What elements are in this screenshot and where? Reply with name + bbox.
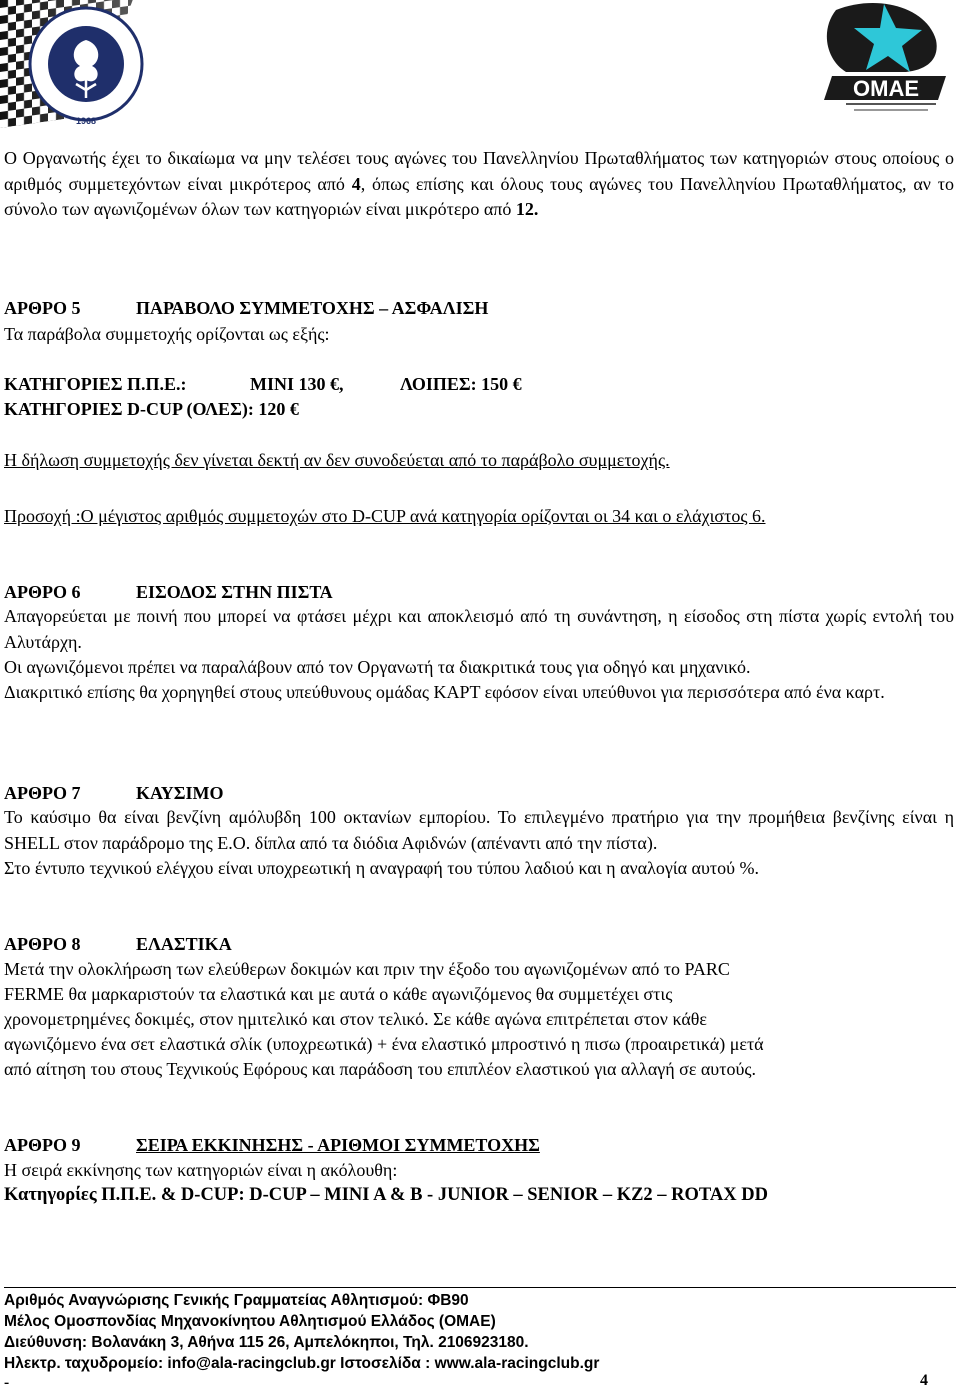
article-8-heading: [4, 932, 232, 957]
article-8-title: ΕΛΑΣΤΙΚΑ: [136, 934, 232, 954]
article-8-line-1: Μετά την ολοκλήρωση των ελεύθερων δοκιμών και πριν την έξοδο του αγωνιζομένων από το PARC: [4, 959, 730, 979]
intro-paragraph: [4, 146, 954, 223]
article-7-title: ΚΑΥΣΙΜΟ: [136, 783, 224, 803]
intro-text-2: , όπως επίσης και όλους τους αγώνες του Πανελληνίου Πρωταθλήματος, αν το σύνολο των αγωνιζομένων όλων των κατηγοριών είναι μικρότερο από: [4, 173, 954, 219]
fees-line-1: [4, 372, 522, 397]
article-8-line-2: FERME θα μαρκαριστούν τα ελαστικά και με αυτά ο κάθε αγωνιζόμενος θα συμμετέχει στις: [4, 984, 673, 1004]
article-8-number: ΑΡΘΡΟ 8: [4, 934, 81, 954]
article-8-line-4: αγωνιζόμενο ένα σετ ελαστικά σλίκ (υποχρεωτικά) + ένα ελαστικό μπροστινό η πισω (προαιρετικά) μετά: [4, 1034, 764, 1054]
fees-ppe-label: ΚΑΤΗΓΟΡΙΕΣ Π.Π.Ε.:: [4, 374, 187, 394]
article-9-title: ΣΕΙΡΑ ΕΚΚΙΝΗΣΗΣ - ΑΡΙΘΜΟΙ ΣΥΜΜΕΤΟΧΗΣ: [136, 1135, 540, 1155]
footer-contact: Ηλεκτρ. ταχυδρομείο: info@ala-racingclub.gr Ιστοσελίδα : www.ala-racingclub.gr: [4, 1355, 600, 1372]
article-6-number: ΑΡΘΡΟ 6: [4, 582, 81, 602]
article-6-paragraph-3: Διακριτικό επίσης θα χορηγηθεί στους υπεύθυνους ομάδας ΚΑΡΤ εφόσον είναι υπεύθυνοι για περισσότερα από ένα καρτ.: [4, 682, 885, 702]
intro-min-total: 12.: [515, 199, 539, 219]
fees-mini: MINI 130 €,: [250, 374, 344, 394]
article-8-line-3: χρονομετρημένες δοκιμές, στον ημιτελικό και στον τελικό. Σε κάθε αγώνα επιτρέπεται στον κάθε: [4, 1009, 707, 1029]
article-9-number: ΑΡΘΡΟ 9: [4, 1135, 81, 1155]
article-9-heading: [4, 1133, 540, 1158]
omae-logo: [806, 0, 960, 120]
article-7-number: ΑΡΘΡΟ 7: [4, 783, 81, 803]
article-5-heading: [4, 296, 488, 321]
article-6-title: ΕΙΣΟΔΟΣ ΣΤΗΝ ΠΙΣΤΑ: [136, 582, 333, 602]
footer-rule: [4, 1287, 956, 1288]
article-5-note-fee: Η δήλωση συμμετοχής δεν γίνεται δεκτή αν δεν συνοδεύεται από το παράβολο συμμετοχής.: [4, 450, 670, 470]
svg-text:1968: 1968: [75, 116, 97, 126]
page-number: 4: [920, 1372, 928, 1389]
fees-other: ΛΟΙΠΕΣ: 150 €: [400, 374, 522, 394]
footer-dash: -: [4, 1374, 10, 1391]
article-7-paragraph-1: Το καύσιμο θα είναι βενζίνη αμόλυβδη 100 οκτανίων εμπορίου. Το επιλεγμένο πρατήριο για την προμήθεια βενζίνης είναι η SHELL στον παράδρομο της Ε.Ο. δίπλα από τα διόδια Αφιδνών (απέναντι από την πίστα).: [4, 807, 954, 853]
article-5-intro: Τα παράβολα συμμετοχής ορίζονται ως εξής:: [4, 324, 330, 344]
article-6-paragraph-1: Απαγορεύεται με ποινή που μπορεί να φτάσει μέχρι και αποκλεισμό από τη συνάντηση, η είσοδος στη πίστα χωρίς εντολή του Αλυτάρχη.: [4, 606, 954, 652]
article-7-heading: [4, 781, 223, 806]
article-9-intro: Η σειρά εκκίνησης των κατηγοριών είναι η ακόλουθη:: [4, 1160, 398, 1180]
article-6-paragraph-2: Οι αγωνιζόμενοι πρέπει να παραλάβουν από τον Οργανωτή τα διακριτικά τους για οδηγό και μηχανικό.: [4, 657, 751, 677]
footer-address: Διεύθυνση: Βολανάκη 3, Αθήνα 115 26, Αμπελόκηποι, Τηλ. 2106923180.: [4, 1334, 529, 1351]
article-9-order: Κατηγορίες Π.Π.Ε. & D-CUP: D-CUP – MINI A & B - JUNIOR – SENIOR – KZ2 – ROTAX DD: [4, 1185, 768, 1205]
footer-membership: Μέλος Ομοσπονδίας Μηχανοκίνητου Αθλητισμού Ελλάδος (ΟΜΑΕ): [4, 1313, 496, 1330]
fees-line-2: ΚΑΤΗΓΟΡΙΕΣ D-CUP (ΟΛΕΣ): 120 €: [4, 399, 299, 419]
article-7-paragraph-2: Στο έντυπο τεχνικού ελέγχου είναι υποχρεωτική η αναγραφή του τύπου λαδιού και η αναλογία αυτού %.: [4, 858, 760, 878]
intro-text-1: Ο Οργανωτής έχει το δικαίωμα να μην τελέσει τους αγώνες του Πανελληνίου Πρωταθλήματος των κατηγοριών στους οποίους ο αριθμός συμμετεχόντων είναι μικρότερος από: [4, 148, 954, 194]
intro-min-entries: 4: [351, 173, 361, 194]
article-5-number: ΑΡΘΡΟ 5: [4, 298, 81, 318]
article-5-title: ΠΑΡΑΒΟΛΟ ΣΥΜΜΕΤΟΧΗΣ – ΑΣΦΑΛΙΣΗ: [136, 298, 489, 318]
article-5-note-limit: Προσοχή :Ο μέγιστος αριθμός συμμετοχών στο D-CUP ανά κατηγορία ορίζονται οι 34 και ο ελάχιστος 6.: [4, 506, 766, 526]
article-6-heading: [4, 580, 333, 605]
footer-registration: Αριθμός Αναγνώρισης Γενικής Γραμματείας Αθλητισμού: ΦΒ90: [4, 1292, 469, 1309]
club-logo: [0, 0, 152, 128]
svg-text:ΟΜΑΕ: ΟΜΑΕ: [853, 76, 919, 101]
article-8-line-5: από αίτηση του στους Τεχνικούς Εφόρους και παράδοση του επιπλέον ελαστικού για αλλαγή σε αυτούς.: [4, 1059, 756, 1079]
